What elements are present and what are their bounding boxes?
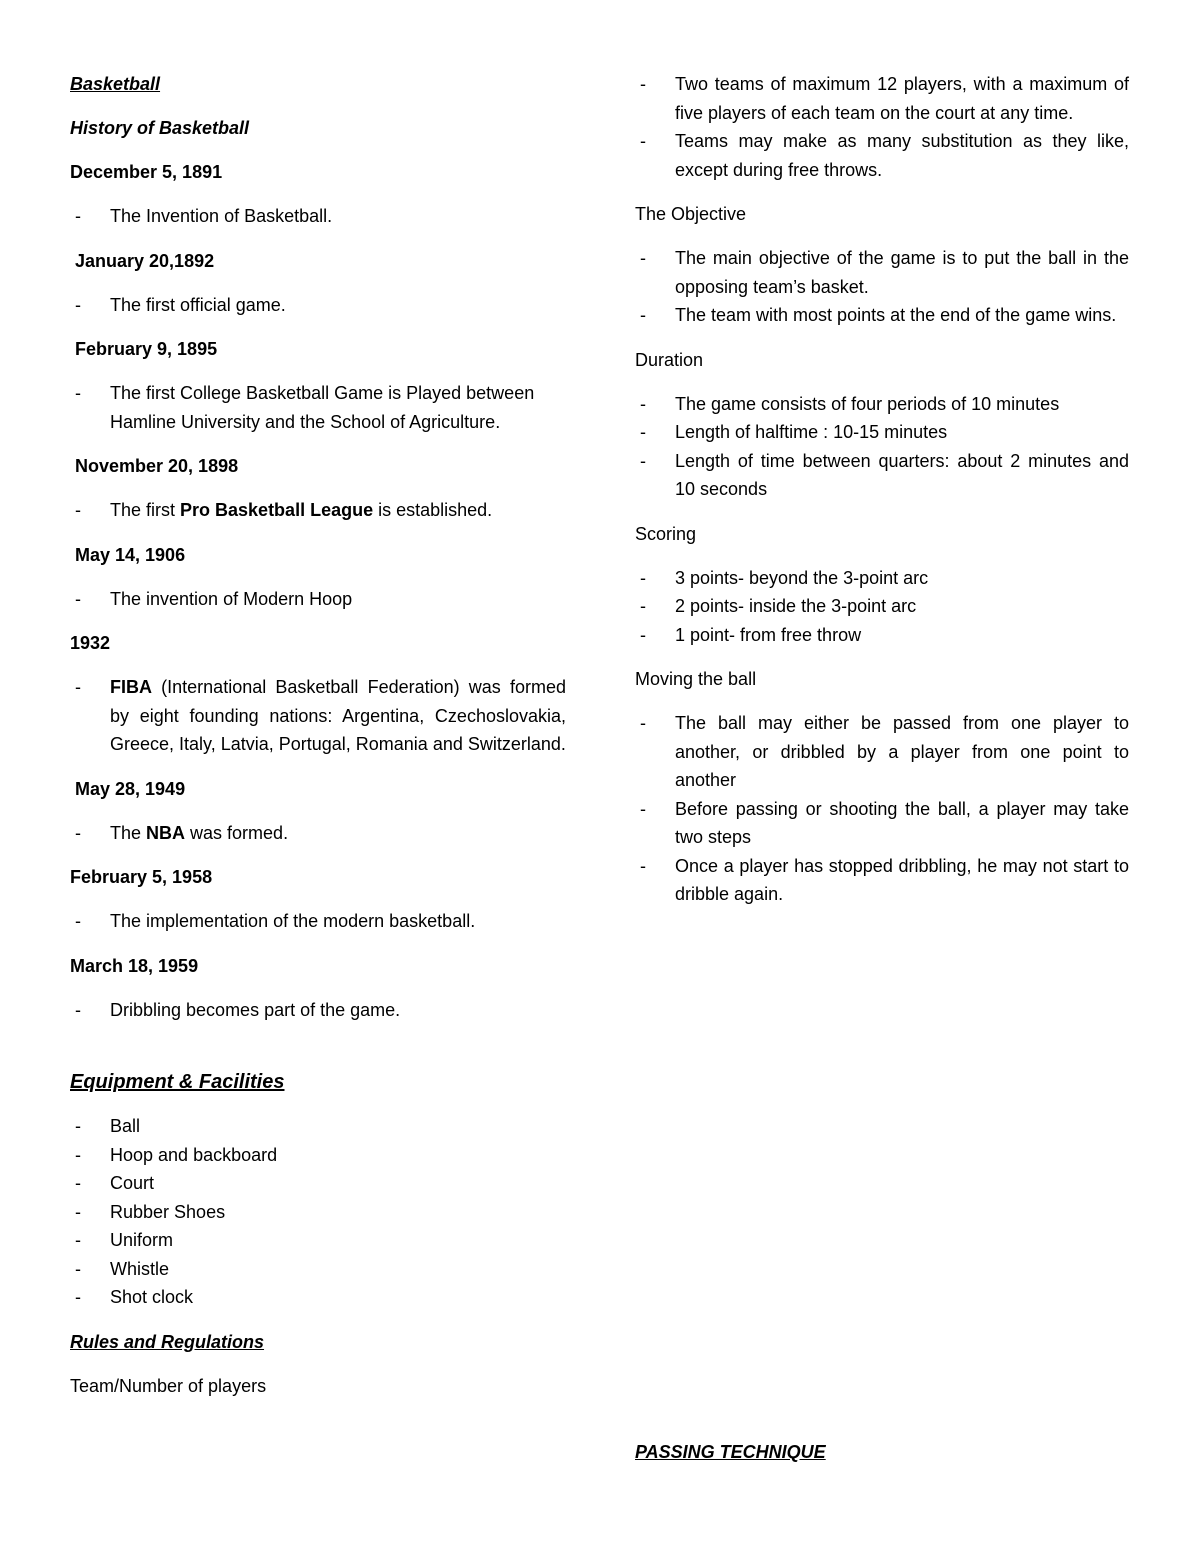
timeline-list	[70, 673, 566, 759]
list-item: - Length of time between quarters: about 2 minutes and 10 seconds	[640, 450, 1129, 499]
list-item: - Rubber Shoes	[75, 1201, 226, 1222]
history-heading: History of Basketball	[70, 118, 250, 138]
list-item: - 2 points- inside the 3-point arc	[640, 596, 917, 616]
list-item: - The Invention of Basketball.	[75, 206, 333, 226]
list-item: - The first official game.	[75, 294, 286, 315]
list-item: - Court	[75, 1173, 155, 1193]
list-item: - The first College Basketball Game is Played between Hamline University and the School of Agriculture.	[75, 383, 535, 432]
list-item: - 1 point- from free throw	[640, 624, 862, 645]
list-item: - The first Pro Basketball League is established.	[75, 500, 493, 520]
timeline-date: November 20, 1898	[75, 456, 239, 476]
rules-heading: Rules and Regulations	[70, 1331, 265, 1352]
list-item: - The ball may either be passed from one player to another, or dribbled by a player from one point to another	[640, 713, 1129, 790]
list-item: - Two teams of maximum 12 players, with a maximum of five players of each team on the court at any time.	[640, 74, 1129, 123]
timeline-date: May 14, 1906	[75, 544, 186, 565]
list-item: - The implementation of the modern basketball.	[75, 911, 476, 931]
objective-list	[635, 244, 1129, 330]
list-item: - The NBA was formed.	[75, 822, 289, 843]
objective-heading: The Objective	[635, 204, 747, 224]
timeline-date: March 18, 1959	[70, 955, 199, 976]
list-item: - FIBA (International Basketball Federation) was formed by eight founding nations: Argentina, Czechoslovakia, Greece, Italy, Latvia, Portugal, Romania and Switzerland.	[75, 677, 566, 754]
duration-heading: Duration	[635, 349, 704, 370]
team-list	[635, 70, 1129, 184]
timeline-date: 1932	[70, 633, 111, 653]
equipment-list	[70, 1112, 566, 1312]
scoring-heading: Scoring	[635, 523, 697, 544]
scoring-list	[635, 564, 1129, 650]
left-column	[70, 70, 566, 1400]
document-title: Basketball	[70, 74, 161, 94]
duration-list	[635, 390, 1129, 504]
moving-heading: Moving the ball	[635, 669, 757, 689]
list-item: - Shot clock	[75, 1287, 194, 1307]
timeline-date: December 5, 1891	[70, 162, 223, 182]
right-column	[635, 70, 1129, 909]
timeline-list	[70, 819, 566, 848]
timeline-list	[70, 496, 566, 525]
timeline-date: January 20,1892	[75, 250, 215, 271]
list-item: - The invention of Modern Hoop	[75, 588, 353, 609]
timeline-date: May 28, 1949	[75, 778, 186, 799]
timeline-list	[70, 202, 566, 231]
list-item: - Once a player has stopped dribbling, he may not start to dribble again.	[640, 855, 1129, 904]
list-item: - The game consists of four periods of 10 minutes	[640, 393, 1060, 414]
timeline-date: February 5, 1958	[70, 867, 213, 887]
list-item: - Hoop and backboard	[75, 1144, 278, 1165]
list-item: - The team with most points at the end of the game wins.	[640, 305, 1117, 325]
timeline-date: February 9, 1895	[75, 339, 218, 359]
equipment-heading: Equipment & Facilities	[70, 1071, 285, 1093]
timeline-list	[70, 379, 566, 436]
timeline-list	[70, 996, 566, 1025]
list-item: - Teams may make as many substitution as they like, except during free throws.	[640, 131, 1129, 180]
passing-technique-heading: PASSING TECHNIQUE	[635, 1442, 826, 1462]
list-item: - Length of halftime : 10-15 minutes	[640, 422, 948, 442]
list-item: - Ball	[75, 1116, 141, 1136]
moving-list	[635, 709, 1129, 909]
timeline-list	[70, 291, 566, 320]
list-item: - Whistle	[75, 1258, 170, 1279]
list-item: - 3 points- beyond the 3-point arc	[640, 567, 929, 588]
team-heading: Team/Number of players	[70, 1375, 267, 1396]
timeline-list	[70, 585, 566, 614]
timeline-list	[70, 907, 566, 936]
list-item: - The main objective of the game is to put the ball in the opposing team’s basket.	[640, 248, 1129, 297]
list-item: - Dribbling becomes part of the game.	[75, 999, 401, 1020]
list-item: - Uniform	[75, 1230, 174, 1250]
list-item: - Before passing or shooting the ball, a player may take two steps	[640, 798, 1129, 847]
